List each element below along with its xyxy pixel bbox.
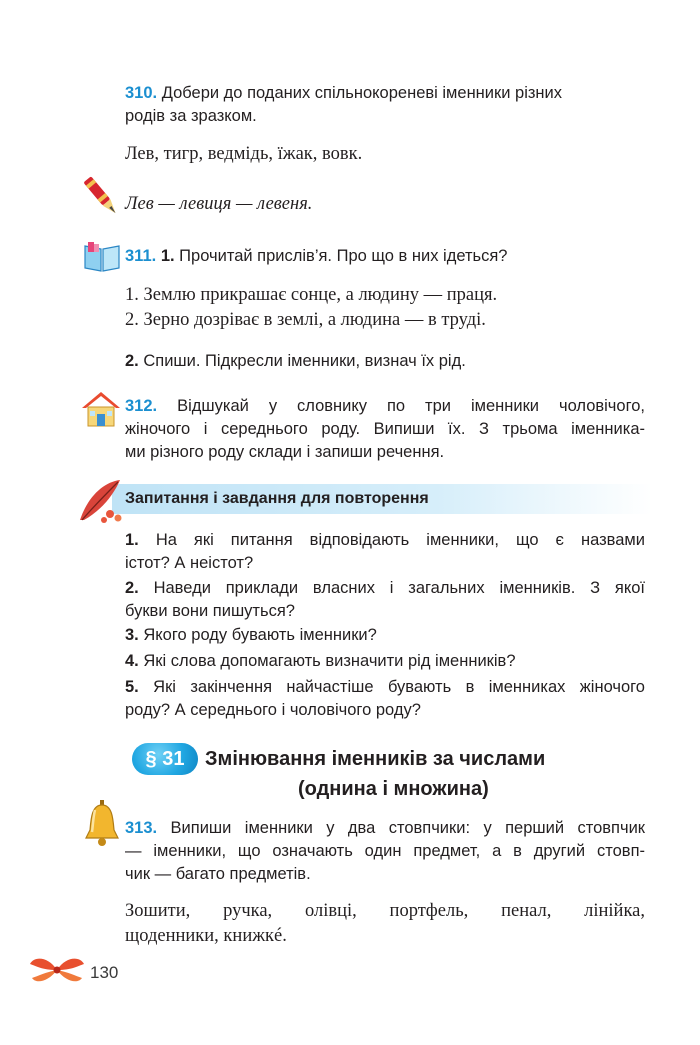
review-q1	[125, 529, 645, 575]
review-q1-line2: істот? А неістот?	[125, 554, 254, 572]
ex311-task2	[125, 350, 466, 373]
review-q5-line2: роду? А середнього і чоловічого роду?	[125, 701, 421, 719]
ex312-line3: ми різного роду склади і запиши речення.	[125, 443, 445, 461]
ex313-text	[125, 817, 645, 886]
review-q4-text: Які слова допомагають визначити рід іменників?	[143, 652, 516, 670]
ex311-task2-num: 2.	[125, 352, 139, 370]
ex313-number: 313.	[125, 819, 158, 837]
ex312-text	[125, 395, 645, 464]
review-q5-line1: Які закінчення найчастіше бувають в іменниках жіночого	[153, 678, 645, 696]
ex313-words-line1: Зошити, ручка, олівці, портфель, пенал, лінійка,	[125, 901, 645, 921]
review-q5-num: 5.	[125, 678, 139, 696]
house-icon	[80, 389, 122, 429]
ex313-line1: Випиши іменники у два стовпчики: у перший стовпчик	[170, 819, 646, 837]
section-title-line2: (однина і множина)	[298, 778, 489, 800]
proverb-1: 1. Землю прикрашає сонце, а людину — праця.	[125, 285, 498, 305]
review-q1-line1: На які питання відповідають іменники, що є назвами	[155, 531, 645, 549]
review-q1-num: 1.	[125, 531, 139, 549]
ex312-line2: жіночого і середнього роду. Випиши їх. З трьома іменника-	[125, 420, 645, 438]
review-q2	[125, 577, 645, 623]
ex310-number: 310.	[125, 84, 158, 102]
ex311-task1-text: Прочитай прислів’я. Про що в них ідеться?	[179, 247, 508, 265]
section-title-line1: Змінювання іменників за числами	[205, 748, 546, 770]
ex310-words: Лев, тигр, ведмідь, їжак, вовк.	[125, 144, 363, 164]
ex312-number: 312.	[125, 397, 158, 415]
review-q3-text: Якого роду бувають іменники?	[143, 626, 377, 644]
review-q3-num: 3.	[125, 626, 139, 644]
ex311-task1	[125, 245, 645, 268]
ex313-words-line2: щоденники, книжкé.	[125, 926, 287, 946]
page-number: 130	[90, 963, 119, 982]
review-q5	[125, 676, 645, 722]
review-q2-line1: Наведи приклади власних і загальних іменників. З якої	[153, 579, 645, 597]
ex310-line1: Добери до поданих спільнокореневі іменники різних	[161, 84, 563, 102]
ex310-example: Лев — левиця — левеня.	[125, 194, 313, 214]
review-q4	[125, 650, 516, 673]
review-q3	[125, 624, 377, 647]
proverb-2: 2. Зерно дозріває в землі, а людина — в труді.	[125, 310, 486, 330]
review-q4-num: 4.	[125, 652, 139, 670]
review-title: Запитання і завдання для повторення	[125, 490, 429, 507]
ex313-line3: чик — багато предметів.	[125, 865, 311, 883]
book-icon	[82, 240, 122, 274]
ex313-line2: — іменники, що означають один предмет, а в другий стовп-	[125, 842, 645, 860]
ex312-line1: Відшукай у словнику по три іменники чоловічого,	[177, 397, 645, 415]
footer-ornament-icon	[28, 952, 86, 988]
pen-icon	[80, 172, 124, 222]
section-badge: § 31	[132, 743, 198, 775]
ex311-number: 311.	[125, 247, 157, 265]
bell-icon	[82, 798, 122, 848]
ex311-task1-num: 1.	[160, 247, 175, 265]
review-q2-line2: букви вони пишуться?	[125, 602, 295, 620]
ex310-line2: родів за зразком.	[125, 107, 257, 125]
feather-icon	[74, 476, 126, 526]
review-q2-num: 2.	[125, 579, 139, 597]
ex310-text	[125, 82, 645, 128]
ex311-task2-text: Спиши. Підкресли іменники, визнач їх рід.	[143, 352, 466, 370]
